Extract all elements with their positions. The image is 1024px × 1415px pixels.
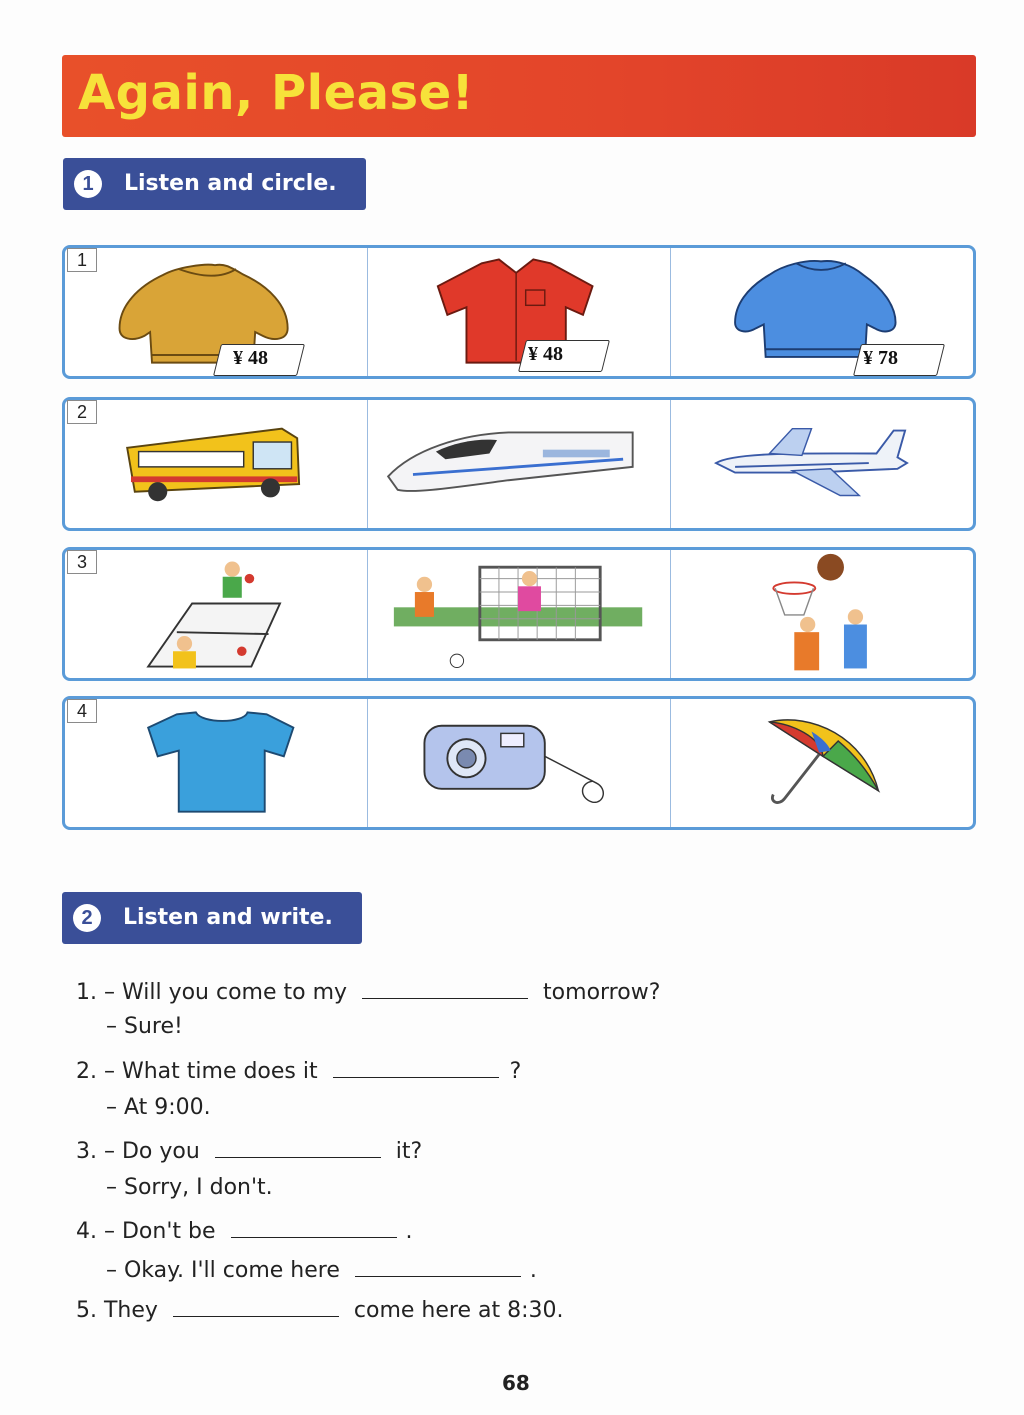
exercise-prefix: – Sure! bbox=[106, 1014, 183, 1039]
answer-blank[interactable] bbox=[173, 1294, 339, 1317]
page-number: 68 bbox=[502, 1371, 530, 1395]
exercise-line bbox=[76, 1215, 413, 1244]
row-number: 2 bbox=[67, 400, 97, 424]
answer-blank[interactable] bbox=[215, 1135, 381, 1158]
exercise-suffix: ? bbox=[509, 1059, 522, 1084]
exercise-prefix: 2. – What time does it bbox=[76, 1059, 318, 1084]
price-label: ¥ 48 bbox=[528, 343, 563, 365]
price-label: ¥ 78 bbox=[863, 347, 898, 369]
soccer-icon bbox=[368, 550, 670, 678]
shirt-icon bbox=[368, 248, 670, 376]
answer-blank[interactable] bbox=[355, 1254, 521, 1277]
exercise-row-2 bbox=[62, 397, 976, 531]
option-sweater-blue[interactable] bbox=[671, 248, 973, 376]
exercise-row-1 bbox=[62, 245, 976, 379]
exercise-prefix: – Sorry, I don't. bbox=[106, 1175, 273, 1200]
row-number: 4 bbox=[67, 699, 97, 723]
exercise-line bbox=[106, 1014, 183, 1039]
exercise-suffix: come here at 8:30. bbox=[353, 1298, 564, 1323]
exercise-prefix: 5. They bbox=[76, 1298, 158, 1323]
row-number: 1 bbox=[67, 248, 97, 272]
exercise-suffix: . bbox=[405, 1219, 413, 1244]
option-bullet-train[interactable] bbox=[368, 400, 671, 528]
exercise-row-4 bbox=[62, 696, 976, 830]
camera-icon bbox=[368, 699, 670, 827]
option-soccer[interactable] bbox=[368, 550, 671, 678]
exercise-line bbox=[76, 976, 660, 1005]
option-shirt-red[interactable] bbox=[368, 248, 671, 376]
section-2-number: 2 bbox=[73, 904, 101, 932]
option-umbrella[interactable] bbox=[671, 699, 973, 827]
option-ping-pong[interactable] bbox=[65, 550, 368, 678]
page-title: Again, Please! bbox=[78, 65, 475, 121]
t-shirt-icon bbox=[65, 699, 367, 827]
exercise-suffix: tomorrow? bbox=[543, 980, 661, 1005]
exercise-prefix: 1. – Will you come to my bbox=[76, 980, 348, 1005]
answer-blank[interactable] bbox=[333, 1055, 499, 1078]
bullet-train-icon bbox=[368, 400, 670, 528]
exercise-line bbox=[106, 1175, 273, 1200]
exercise-suffix: it? bbox=[395, 1139, 423, 1164]
exercise-prefix: – Okay. I'll come here bbox=[106, 1258, 340, 1283]
exercise-prefix: 4. – Don't be bbox=[76, 1219, 216, 1244]
option-basketball[interactable] bbox=[671, 550, 973, 678]
bus-icon bbox=[65, 400, 367, 528]
exercise-prefix: – At 9:00. bbox=[106, 1095, 211, 1120]
exercise-prefix: 3. – Do you bbox=[76, 1139, 200, 1164]
section-2-header bbox=[62, 892, 362, 944]
exercise-line bbox=[76, 1135, 422, 1164]
section-2-label: Listen and write. bbox=[123, 905, 333, 930]
section-1-header bbox=[63, 158, 366, 210]
price-label: ¥ 48 bbox=[233, 347, 268, 369]
exercise-line bbox=[106, 1095, 211, 1120]
section-1-label: Listen and circle. bbox=[124, 171, 337, 196]
option-airplane[interactable] bbox=[671, 400, 973, 528]
airplane-icon bbox=[671, 400, 973, 528]
section-1-number: 1 bbox=[74, 170, 102, 198]
exercise-line bbox=[76, 1055, 521, 1084]
ping-pong-icon bbox=[65, 550, 367, 678]
row-number: 3 bbox=[67, 550, 97, 574]
answer-blank[interactable] bbox=[362, 976, 528, 999]
sweater-icon bbox=[65, 248, 367, 376]
option-bus[interactable] bbox=[65, 400, 368, 528]
option-camera[interactable] bbox=[368, 699, 671, 827]
option-sweater-yellow[interactable] bbox=[65, 248, 368, 376]
answer-blank[interactable] bbox=[231, 1215, 397, 1238]
exercise-row-3 bbox=[62, 547, 976, 681]
title-banner bbox=[62, 55, 976, 137]
exercise-line bbox=[106, 1254, 537, 1283]
exercise-suffix: . bbox=[529, 1258, 537, 1283]
basketball-icon bbox=[671, 550, 973, 678]
exercise-line bbox=[76, 1294, 564, 1323]
umbrella-icon bbox=[671, 699, 973, 827]
option-t-shirt[interactable] bbox=[65, 699, 368, 827]
